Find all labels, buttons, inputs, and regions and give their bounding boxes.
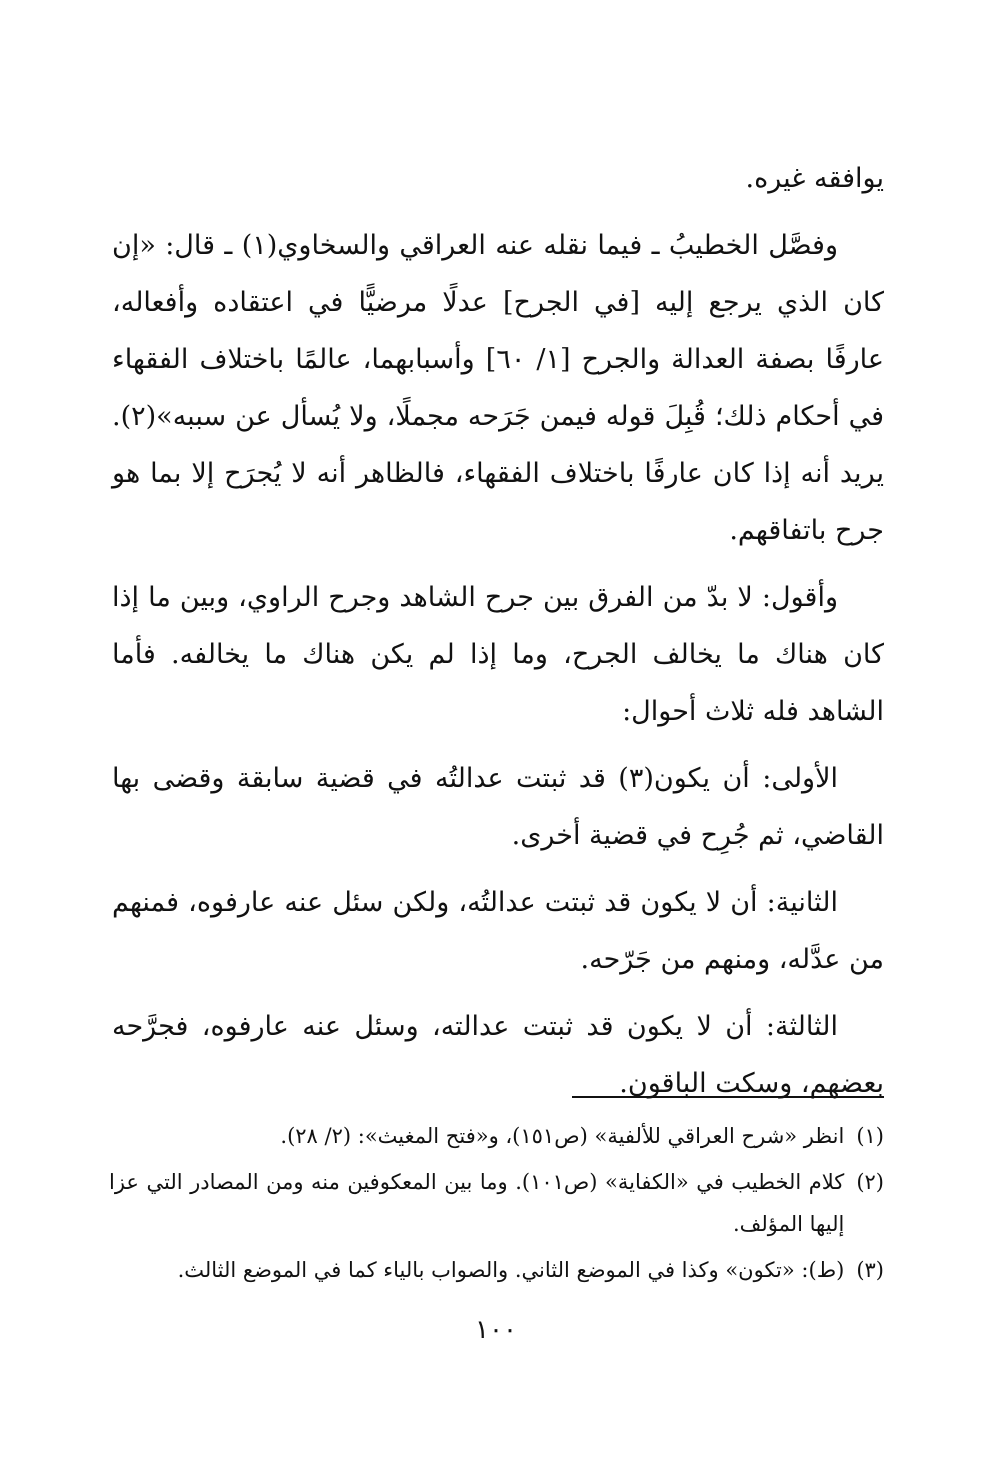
paragraph-third-case: الثالثة: أن لا يكون قد ثبتت عدالته، وسئل عنه عارفوه، فجرَّحه بعضهم، وسكت الباقون. — [112, 1011, 884, 1099]
paragraph-first-case: الأولى: أن يكون(٣) قد ثبتت عدالتُه في قضية سابقة وقضى بها القاضي، ثم جُرِح في قضية أخرى. — [112, 763, 884, 851]
paragraph-second-case: الثانية: أن لا يكون قد ثبتت عدالتُه، ولكن سئل عنه عارفوه، فمنهم من عدَّله، ومنهم من جَرّحه. — [112, 887, 884, 975]
footnote-number: (١) — [856, 1124, 884, 1148]
footnote-item — [109, 1249, 884, 1291]
footnote-text: كلام الخطيب في «الكفاية» (ص١٠١). وما بين المعكوفين منه ومن المصادر التي عزا إليها المؤلف. — [109, 1170, 845, 1236]
paragraph-author-opinion: وأقول: لا بدّ من الفرق بين جرح الشاهد وجرح الراوي، وبين ما إذا كان هناك ما يخالف الجرح، وما إذا لم يكن هناك ما يخالفه. فأما الشاهد فله ثلاث أحوال: — [112, 582, 884, 727]
main-text — [112, 150, 884, 1122]
footnote-divider — [572, 1096, 884, 1098]
footnotes — [109, 1115, 884, 1295]
footnote-text: انظر «شرح العراقي للألفية» (ص١٥١)، و«فتح المغيث»: (٢/ ٢٨). — [280, 1124, 845, 1148]
footnote-item — [109, 1115, 884, 1157]
footnote-number: (٢) — [856, 1170, 884, 1194]
footnote-number: (٣) — [856, 1258, 884, 1282]
footnote-item — [109, 1161, 884, 1245]
page-number: ١٠٠ — [475, 1315, 517, 1345]
paragraph-khatib-quote: وفصَّل الخطيبُ ـ فيما نقله عنه العراقي والسخاوي(١) ـ قال: «إن كان الذي يرجع إليه [في الجرح] عدلًا مرضيًّا في اعتقاده وأفعاله، عارفًا بصفة العدالة والجرح [١/ ٦٠] وأسبابهما، عالمًا باختلاف الفقهاء في أحكام ذلك؛ قُبِلَ قوله فيمن جَرَحه مجملًا، ولا يُسأل عن سببه»(٢). يريد أنه إذا كان عارفًا باختلاف الفقهاء، فالظاهر أنه لا يُجرَح إلا بما هو جرح باتفاقهم. — [112, 230, 884, 546]
paragraph-continuation: يوافقه غيره. — [745, 163, 884, 194]
footnote-text: (ط): «تكون» وكذا في الموضع الثاني. والصواب بالياء كما في الموضع الثالث. — [177, 1258, 845, 1282]
